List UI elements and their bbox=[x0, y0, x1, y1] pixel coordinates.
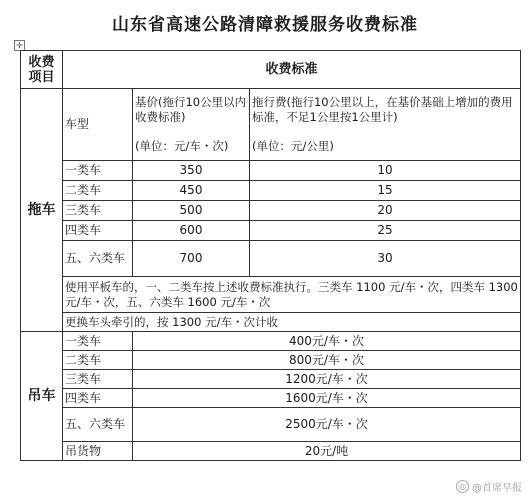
crane-price: 800元/车・次 bbox=[133, 351, 521, 370]
towing-extra-fee: 10 bbox=[250, 161, 521, 181]
crane-type: 五、六类车 bbox=[63, 408, 133, 442]
table-row bbox=[21, 442, 521, 461]
extra-fee-desc: 拖行费(拖行10公里以上，在基价基础上增加的费用标准，不足1公里按1公里计) bbox=[252, 95, 513, 124]
crane-category: 吊车 bbox=[21, 332, 63, 461]
towing-base-price: 450 bbox=[133, 181, 250, 201]
table-row bbox=[21, 201, 521, 221]
weibo-icon: ◎ bbox=[456, 480, 469, 493]
table-row bbox=[21, 370, 521, 389]
towing-extra-fee: 25 bbox=[250, 221, 521, 241]
crane-type: 吊货物 bbox=[63, 442, 133, 461]
crane-type: 一类车 bbox=[63, 332, 133, 351]
towing-extra-fee: 30 bbox=[250, 241, 521, 277]
base-price-unit: (单位：元/车・次) bbox=[135, 139, 229, 153]
table-row bbox=[21, 351, 521, 370]
watermark bbox=[456, 479, 522, 494]
standard-column-header: 收费标准 bbox=[63, 51, 521, 89]
towing-base-price: 350 bbox=[133, 161, 250, 181]
table-row bbox=[21, 161, 521, 181]
towing-base-price: 600 bbox=[133, 221, 250, 241]
table-row bbox=[21, 389, 521, 408]
crane-type: 二类车 bbox=[63, 351, 133, 370]
tractor-note: 更换车头牵引的，按 1300 元/车・次计收 bbox=[63, 313, 521, 332]
towing-type: 二类车 bbox=[63, 181, 133, 201]
fee-table bbox=[20, 50, 521, 461]
towing-type: 三类车 bbox=[63, 201, 133, 221]
table-move-handle-icon[interactable]: ✛ bbox=[14, 40, 25, 51]
towing-base-price: 700 bbox=[133, 241, 250, 277]
extra-fee-unit: (单位：元/公里) bbox=[252, 139, 334, 153]
table-header-row bbox=[21, 51, 521, 89]
table-row bbox=[21, 181, 521, 201]
tractor-note-row bbox=[21, 313, 521, 332]
table-row bbox=[21, 408, 521, 442]
crane-type: 三类车 bbox=[63, 370, 133, 389]
towing-type: 四类车 bbox=[63, 221, 133, 241]
table-row bbox=[21, 332, 521, 351]
towing-type: 五、六类车 bbox=[63, 241, 133, 277]
towing-category: 拖车 bbox=[21, 89, 63, 332]
extra-fee-header bbox=[250, 89, 521, 161]
crane-price: 20元/吨 bbox=[133, 442, 521, 461]
crane-price: 400元/车・次 bbox=[133, 332, 521, 351]
base-price-header bbox=[133, 89, 250, 161]
crane-type: 四类车 bbox=[63, 389, 133, 408]
flatbed-note: 使用平板车的，一、二类车按上述收费标准执行。三类车 1100 元/车・次，四类车 1300 元/车・次，五、六类车 1600 元/车・次 bbox=[63, 277, 521, 313]
table-row bbox=[21, 221, 521, 241]
page-title: 山东省高速公路清障救援服务收费标准 bbox=[112, 15, 418, 35]
towing-extra-fee: 20 bbox=[250, 201, 521, 221]
base-price-desc: 基价(拖行10公里以内收费标准) bbox=[135, 95, 247, 124]
crane-price: 1600元/车・次 bbox=[133, 389, 521, 408]
crane-price: 1200元/车・次 bbox=[133, 370, 521, 389]
towing-base-price: 500 bbox=[133, 201, 250, 221]
towing-type: 一类车 bbox=[63, 161, 133, 181]
watermark-text: @首席早报 bbox=[472, 483, 522, 494]
vehicle-type-label: 车型 bbox=[63, 89, 133, 161]
item-column-header: 收费项目 bbox=[21, 51, 63, 89]
table-row bbox=[21, 241, 521, 277]
crane-price: 2500元/车・次 bbox=[133, 408, 521, 442]
towing-subheader-row bbox=[21, 89, 521, 161]
flatbed-note-row bbox=[21, 277, 521, 313]
towing-extra-fee: 15 bbox=[250, 181, 521, 201]
